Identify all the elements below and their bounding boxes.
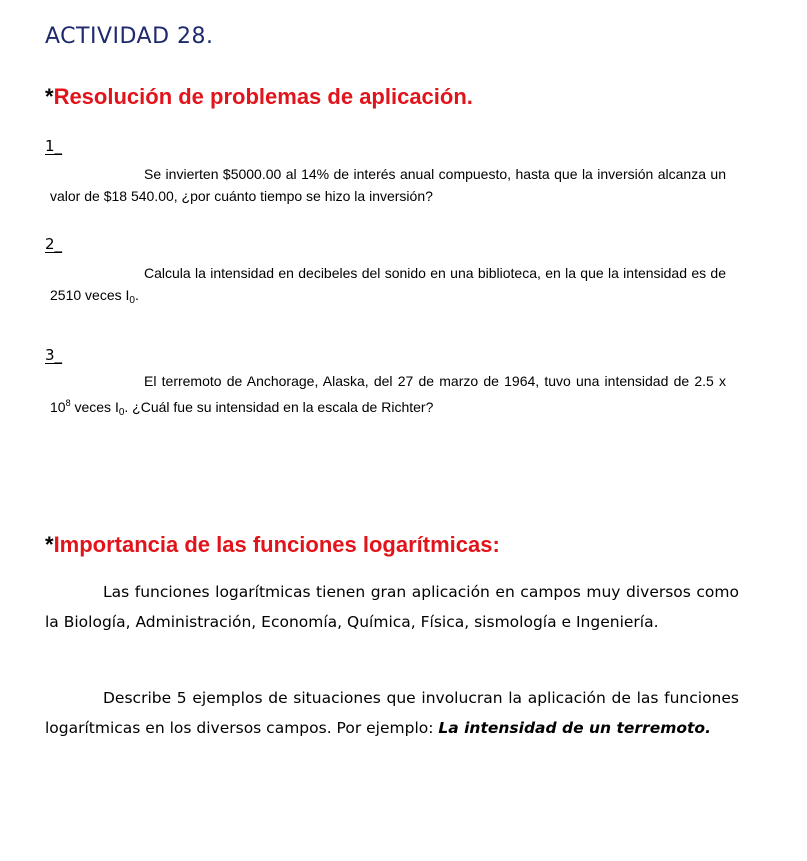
heading-text: Resolución de problemas de aplicación. [53, 84, 473, 109]
instruction-paragraph [45, 683, 739, 743]
page-title: ACTIVIDAD 28. [45, 24, 214, 49]
example-text: La intensidad de un terremoto [438, 719, 706, 737]
section-heading-importance [45, 532, 500, 558]
problem-2-text: Calcula la intensidad en decibeles del sonido en una biblioteca, en la que la intensidad es de 2510 veces I [50, 265, 726, 303]
problem-3-text-c: . ¿Cuál fue su intensidad en la escala de Richter? [124, 399, 434, 415]
importance-paragraph: Las funciones logarítmicas tienen gran aplicación en campos muy diversos como la Biología, Administración, Economía, Química, Física, sismología e Ingeniería. [45, 583, 739, 631]
problem-3-text-b: veces I [70, 399, 119, 415]
problem-3-text-a: El terremoto de Anchorage, Alaska, del 27 de marzo de 1964, tuvo una intensidad de 2.5 x 10 [50, 373, 726, 415]
problem-number-3: 3_ [45, 346, 63, 364]
problem-3-subscript: 0 [118, 407, 125, 418]
problem-number-1: 1_ [45, 137, 63, 155]
problem-text-2 [50, 262, 726, 312]
heading-star: * [45, 532, 54, 557]
example-period: . [705, 719, 711, 737]
problem-3-superscript: 8 [65, 398, 71, 408]
heading-star: * [45, 84, 54, 109]
instruction-text: Describe 5 ejemplos de situaciones que involucran la aplicación de las funciones logarítmicas en los diversos campos. Por ejemplo: [45, 689, 739, 737]
section-heading-problems [45, 84, 473, 110]
heading-text: Importancia de las funciones logarítmicas: [53, 532, 500, 557]
problem-number-2: 2_ [45, 235, 63, 253]
problem-2-end: . [134, 287, 139, 303]
problem-2-subscript: 0 [129, 295, 135, 306]
problem-text-1: Se invierten $5000.00 al 14% de interés anual compuesto, hasta que la inversión alcanza un valor de $18 540.00, ¿por cuánto tiempo se hizo la inversión? [50, 166, 726, 204]
problem-text-3 [50, 370, 726, 424]
